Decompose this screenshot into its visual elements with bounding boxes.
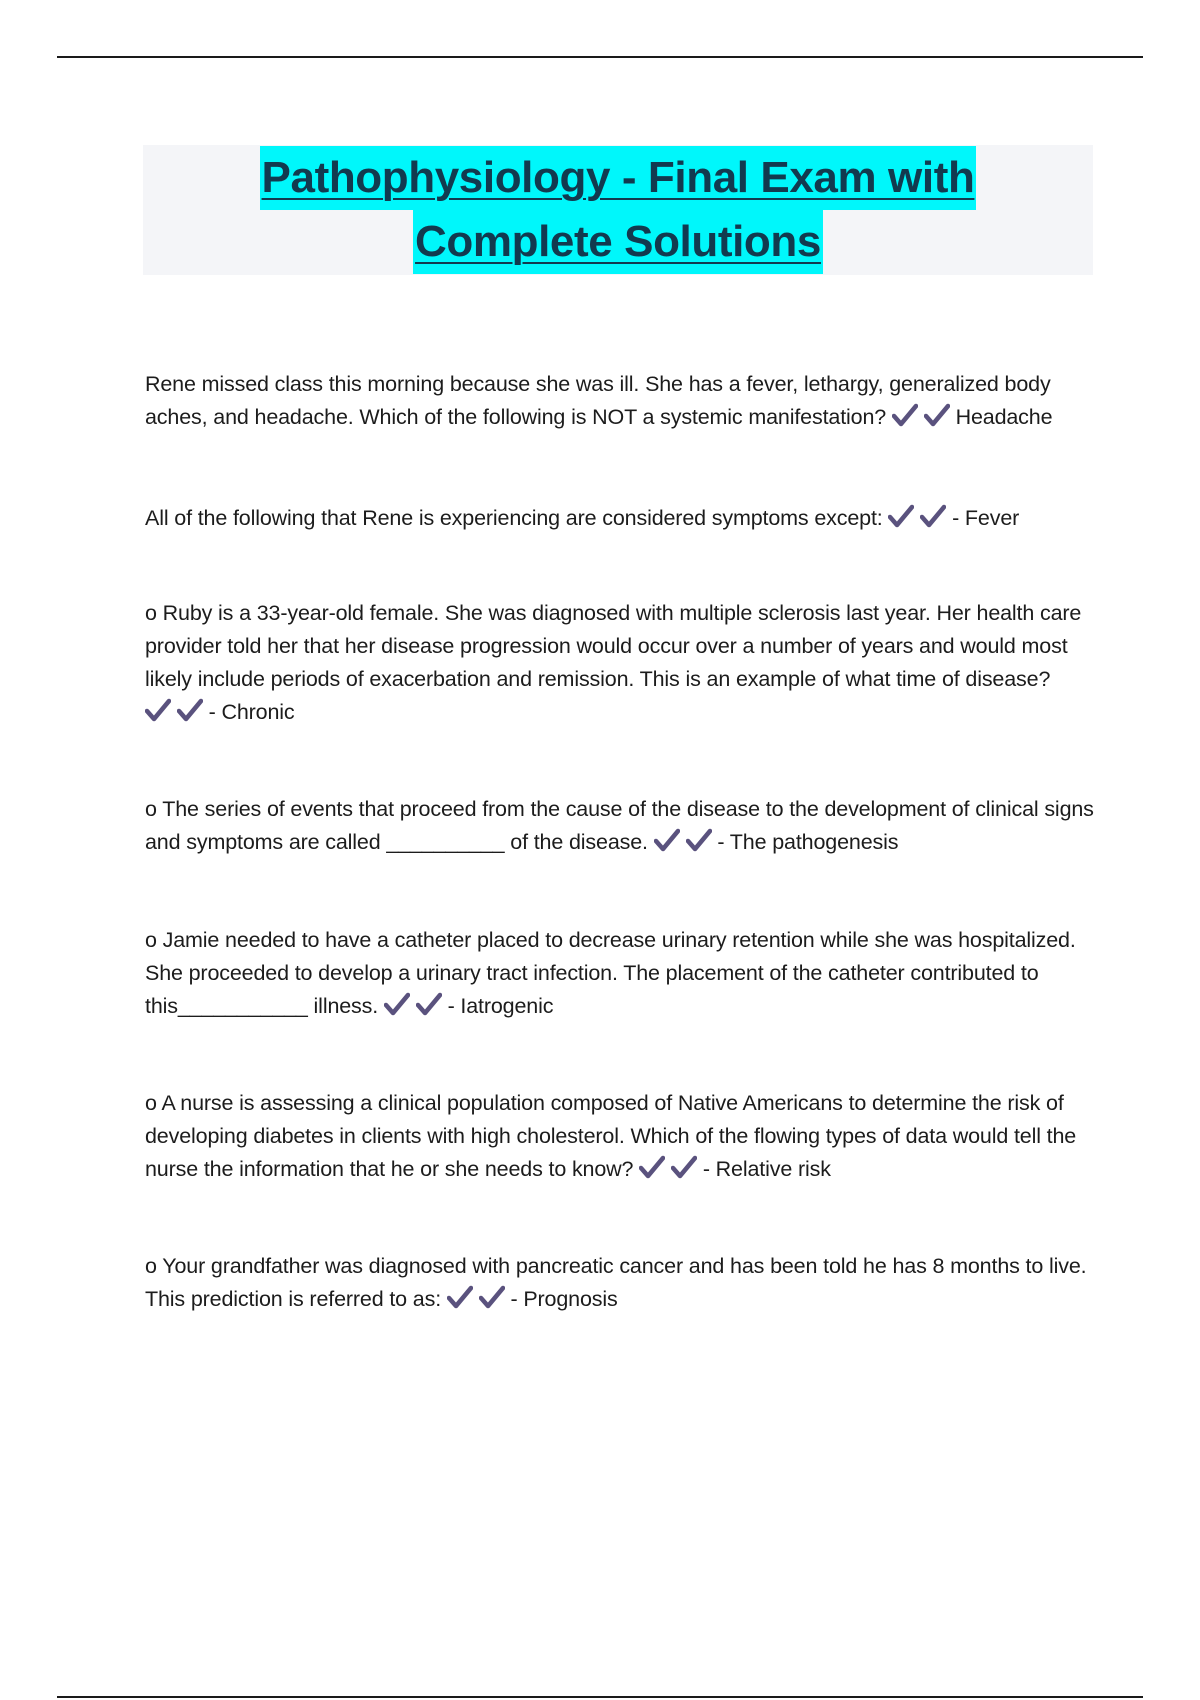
qa-item-1: [145, 368, 1095, 434]
answer-text: - Chronic: [208, 700, 295, 724]
qa-item-3: [145, 597, 1095, 729]
check-icon: [888, 504, 914, 528]
bottom-rule: [57, 1696, 1143, 1698]
check-icon: [892, 403, 918, 427]
check-marks: [654, 830, 718, 854]
check-marks: [145, 700, 209, 724]
title-line-1: Pathophysiology - Final Exam with: [260, 146, 977, 210]
top-rule: [57, 56, 1143, 58]
answer-text: - The pathogenesis: [717, 830, 899, 854]
answer-text: - Prognosis: [510, 1287, 618, 1311]
question-text: o The series of events that proceed from the cause of the disease to the development of clinical signs and symptoms are called __________ of the disease.: [145, 797, 1094, 854]
check-marks: [447, 1287, 511, 1311]
check-icon: [145, 698, 171, 722]
question-text: o A nurse is assessing a clinical population composed of Native Americans to determine the risk of developing diabetes in clients with high cholesterol. Which of the flowing types of data would tell the nurse the information that he or she needs to know?: [145, 1091, 1077, 1181]
answer-text: Headache: [955, 405, 1053, 429]
qa-item-4: [145, 793, 1095, 859]
check-icon: [479, 1285, 505, 1309]
check-icon: [639, 1155, 665, 1179]
question-text: Rene missed class this morning because she was ill. She has a fever, lethargy, generalized body aches, and headache. Which of the following is NOT a systemic manifestation?: [145, 372, 1051, 429]
qa-item-7: [145, 1250, 1095, 1316]
question-text: o Jamie needed to have a catheter placed to decrease urinary retention while she was hospitalized. She proceeded to develop a urinary tract infection. The placement of the catheter contributed to this___________ illness.: [145, 928, 1076, 1018]
check-icon: [920, 504, 946, 528]
question-text: o Ruby is a 33-year-old female. She was diagnosed with multiple sclerosis last year. Her health care provider told her that her disease progression would occur over a number of years and would most likely include periods of exacerbation and remission. This is an example of what time of disease?: [145, 601, 1082, 691]
title-block: [143, 145, 1093, 275]
check-marks: [639, 1157, 703, 1181]
qa-item-6: [145, 1087, 1095, 1186]
question-text: All of the following that Rene is experiencing are considered symptoms except:: [145, 506, 883, 530]
qa-item-5: [145, 924, 1095, 1023]
check-icon: [177, 698, 203, 722]
check-icon: [671, 1155, 697, 1179]
question-text: o Your grandfather was diagnosed with pancreatic cancer and has been told he has 8 months to live. This prediction is referred to as:: [145, 1254, 1087, 1311]
check-marks: [888, 506, 952, 530]
check-icon: [447, 1285, 473, 1309]
answer-text: - Fever: [952, 506, 1020, 530]
check-marks: [892, 405, 956, 429]
check-marks: [384, 994, 448, 1018]
title-line-2: Complete Solutions: [413, 210, 823, 274]
qa-item-2: [145, 502, 1095, 535]
check-icon: [416, 992, 442, 1016]
check-icon: [686, 828, 712, 852]
check-icon: [384, 992, 410, 1016]
answer-text: - Iatrogenic: [447, 994, 554, 1018]
check-icon: [924, 403, 950, 427]
check-icon: [654, 828, 680, 852]
answer-text: - Relative risk: [702, 1157, 831, 1181]
